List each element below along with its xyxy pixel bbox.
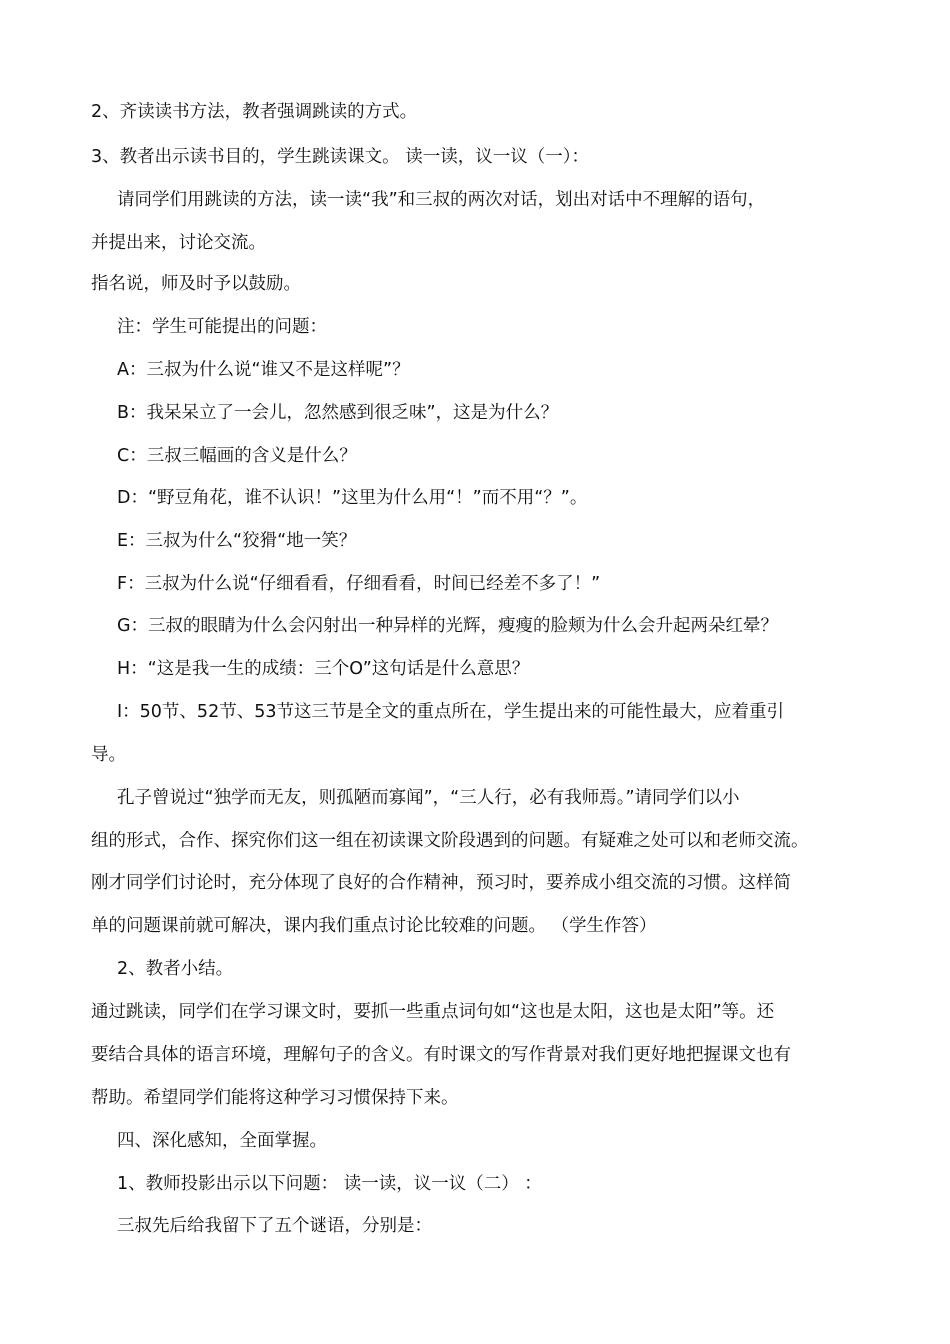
text-line: 组的形式，合作、探究你们这一组在初读课文阶段遇到的问题。有疑难之处可以和老师交流。 xyxy=(91,831,809,851)
section-heading: 四、深化感知，全面掌握。 xyxy=(117,1131,327,1151)
text-line: 请同学们用跳读的方法，读一读“我”和三叔的两次对话，划出对话中不理解的语句， xyxy=(117,190,766,210)
text-line: 3、教者出示读书目的，学生跳读课文。 读一读，议一议（一）： xyxy=(91,147,589,167)
text-line: 三叔先后给我留下了五个谜语，分别是： xyxy=(117,1216,432,1236)
question-a: A：三叔为什么说“谁又不是这样呢”？ xyxy=(117,360,410,380)
text-line: 2、齐读读书方法，教者强调跳读的方式。 xyxy=(91,102,418,122)
question-e: E：三叔为什么“狡猾“地一笑？ xyxy=(117,531,357,551)
question-g: G：三叔的眼睛为什么会闪射出一种异样的光辉，瘦瘦的脸颊为什么会升起两朵红晕？ xyxy=(117,616,779,636)
question-b: B：我呆呆立了一会儿，忽然感到很乏味”，这是为什么？ xyxy=(117,403,559,423)
text-line: 刚才同学们讨论时，充分体现了良好的合作精神，预习时，要养成小组交流的习惯。这样简 xyxy=(91,873,791,893)
text-line: 导。 xyxy=(91,745,126,765)
question-f: F：三叔为什么说“仔细看看，仔细看看，时间已经差不多了！” xyxy=(117,574,601,594)
text-line: 指名说，师及时予以鼓励。 xyxy=(91,274,301,294)
text-line: 孔子曾说过“独学而无友，则孤陋而寡闻”，“三人行，必有我师焉。”请同学们以小 xyxy=(117,788,740,808)
question-h: H：“这是我一生的成绩：三个O”这句话是什么意思？ xyxy=(117,659,530,679)
text-line: 2、教者小结。 xyxy=(117,959,234,979)
text-line: 帮助。希望同学们能将这种学习习惯保持下来。 xyxy=(91,1088,459,1108)
question-d: D：“野豆角花，谁不认识！”这里为什么用“！”而不用“？”。 xyxy=(117,488,588,508)
question-c: C：三叔三幅画的含义是什么？ xyxy=(117,446,357,466)
text-line: 通过跳读，同学们在学习课文时，要抓一些重点词句如“这也是太阳，这也是太阳”等。还 xyxy=(91,1002,775,1022)
text-line: 要结合具体的语言环境，理解句子的含义。有时课文的写作背景对我们更好地把握课文也有 xyxy=(91,1045,791,1065)
text-line: 1、教师投影出示以下问题： 读一读，议一议（二） ： xyxy=(117,1174,542,1194)
text-line: 单的问题课前就可解决，课内我们重点讨论比较难的问题。 （学生作答） xyxy=(91,916,657,936)
text-line: 注：学生可能提出的问题： xyxy=(117,317,327,337)
text-line: 并提出来，讨论交流。 xyxy=(91,233,266,253)
question-i: I：50节、52节、53节这三节是全文的重点所在，学生提出来的可能性最大，应着重引 xyxy=(117,702,784,722)
